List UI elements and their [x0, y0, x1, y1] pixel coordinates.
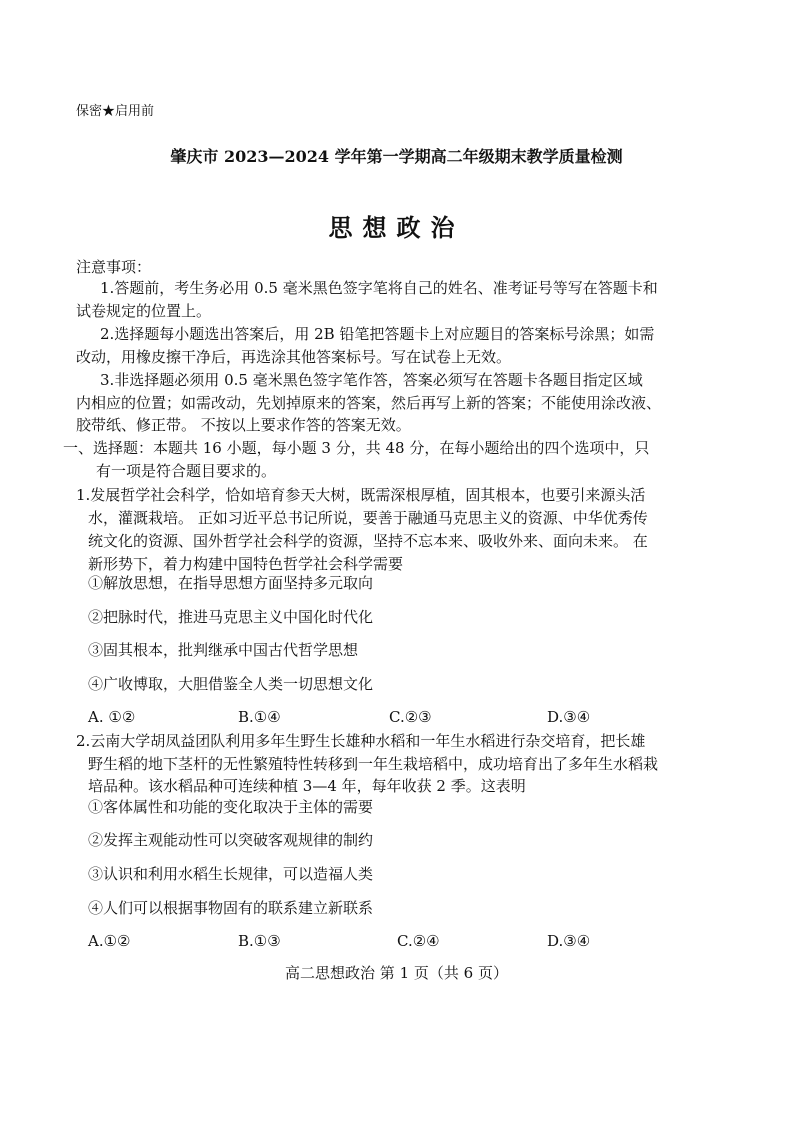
option-b: B.①③ [238, 932, 281, 950]
confidential-label: 保密★启用前 [76, 104, 155, 119]
option-a: A.①② [88, 932, 131, 950]
option-b: B.①④ [238, 708, 281, 726]
question-stem-line: 野生稻的地下茎杆的无性繁殖特性转移到一年生栽培稻中，成功培育出了多年生水稻栽 [88, 755, 659, 773]
notice-line: 1.答题前，考生务必用 0.5 毫米黑色签字笔将自己的姓名、准考证号等写在答题卡和 [100, 279, 658, 297]
statement: ①客体属性和功能的变化取决于主体的需要 [88, 798, 374, 816]
question-stem-line: 统文化的资源、国外哲学社会科学的资源，坚持不忘本来、吸收外来、面向未来。 在 [88, 532, 648, 550]
statement: ②把脉时代，推进马克思主义中国化时代化 [88, 608, 374, 626]
option-d: D.③④ [547, 932, 591, 950]
question-stem-line: 新形势下，着力构建中国特色哲学社会科学需要 [88, 555, 404, 573]
subject-title: 思想政治 [328, 213, 465, 242]
option-a: A. ①② [88, 708, 136, 726]
statement: ④人们可以根据事物固有的联系建立新联系 [88, 899, 374, 917]
question-stem-line: 1.发展哲学社会科学，恰如培育参天大树，既需深根厚植，固其根本，也要引来源头活 [76, 486, 646, 504]
statement: ③认识和利用水稻生长规律，可以造福人类 [88, 865, 374, 883]
option-c: C.②④ [397, 932, 440, 950]
question-stem-line: 2.云南大学胡凤益团队利用多年生野生长雄种水稻和一年生水稻进行杂交培育，把长雄 [76, 732, 646, 750]
notice-line: 改动，用橡皮擦干净后，再选涂其他答案标号。写在试卷上无效。 [76, 348, 512, 366]
notice-line: 试卷规定的位置上。 [76, 302, 212, 320]
notice-line: 胶带纸、修正带。 不按以上要求作答的答案无效。 [76, 416, 411, 434]
page-footer: 高二思想政治 第 1 页（共 6 页） [285, 964, 508, 982]
exam-title: 肇庆市 2023—2024 学年第一学期高二年级期末教学质量检测 [170, 147, 623, 166]
statement: ④广收博取，大胆借鉴全人类一切思想文化 [88, 675, 374, 693]
option-d: D.③④ [547, 708, 591, 726]
statement: ②发挥主观能动性可以突破客观规律的制约 [88, 831, 374, 849]
section-heading: 一、选择题：本题共 16 小题，每小题 3 分，共 48 分，在每小题给出的四个选项中，只 [63, 439, 650, 457]
notice-line: 内相应的位置；如需改动，先划掉原来的答案，然后再写上新的答案；不能使用涂改液、 [76, 394, 662, 412]
question-stem-line: 水，灌溉栽培。 正如习近平总书记所说，要善于融通马克思主义的资源、中华优秀传 [88, 509, 648, 527]
statement: ③固其根本，批判继承中国古代哲学思想 [88, 641, 359, 659]
notice-line: 2.选择题每小题选出答案后，用 2B 铅笔把答题卡上对应题目的答案标号涂黑；如需 [100, 325, 655, 343]
statement: ①解放思想，在指导思想方面坚持多元取向 [88, 574, 374, 592]
section-heading: 有一项是符合题目要求的。 [96, 462, 277, 480]
notice-line: 3.非选择题必须用 0.5 毫米黑色签字笔作答，答案必须写在答题卡各题目指定区域 [100, 371, 643, 389]
question-stem-line: 培品种。该水稻品种可连续种植 3—4 年，每年收获 2 季。这表明 [88, 777, 526, 795]
notice-title: 注意事项： [76, 258, 152, 276]
option-c: C.②③ [389, 708, 432, 726]
